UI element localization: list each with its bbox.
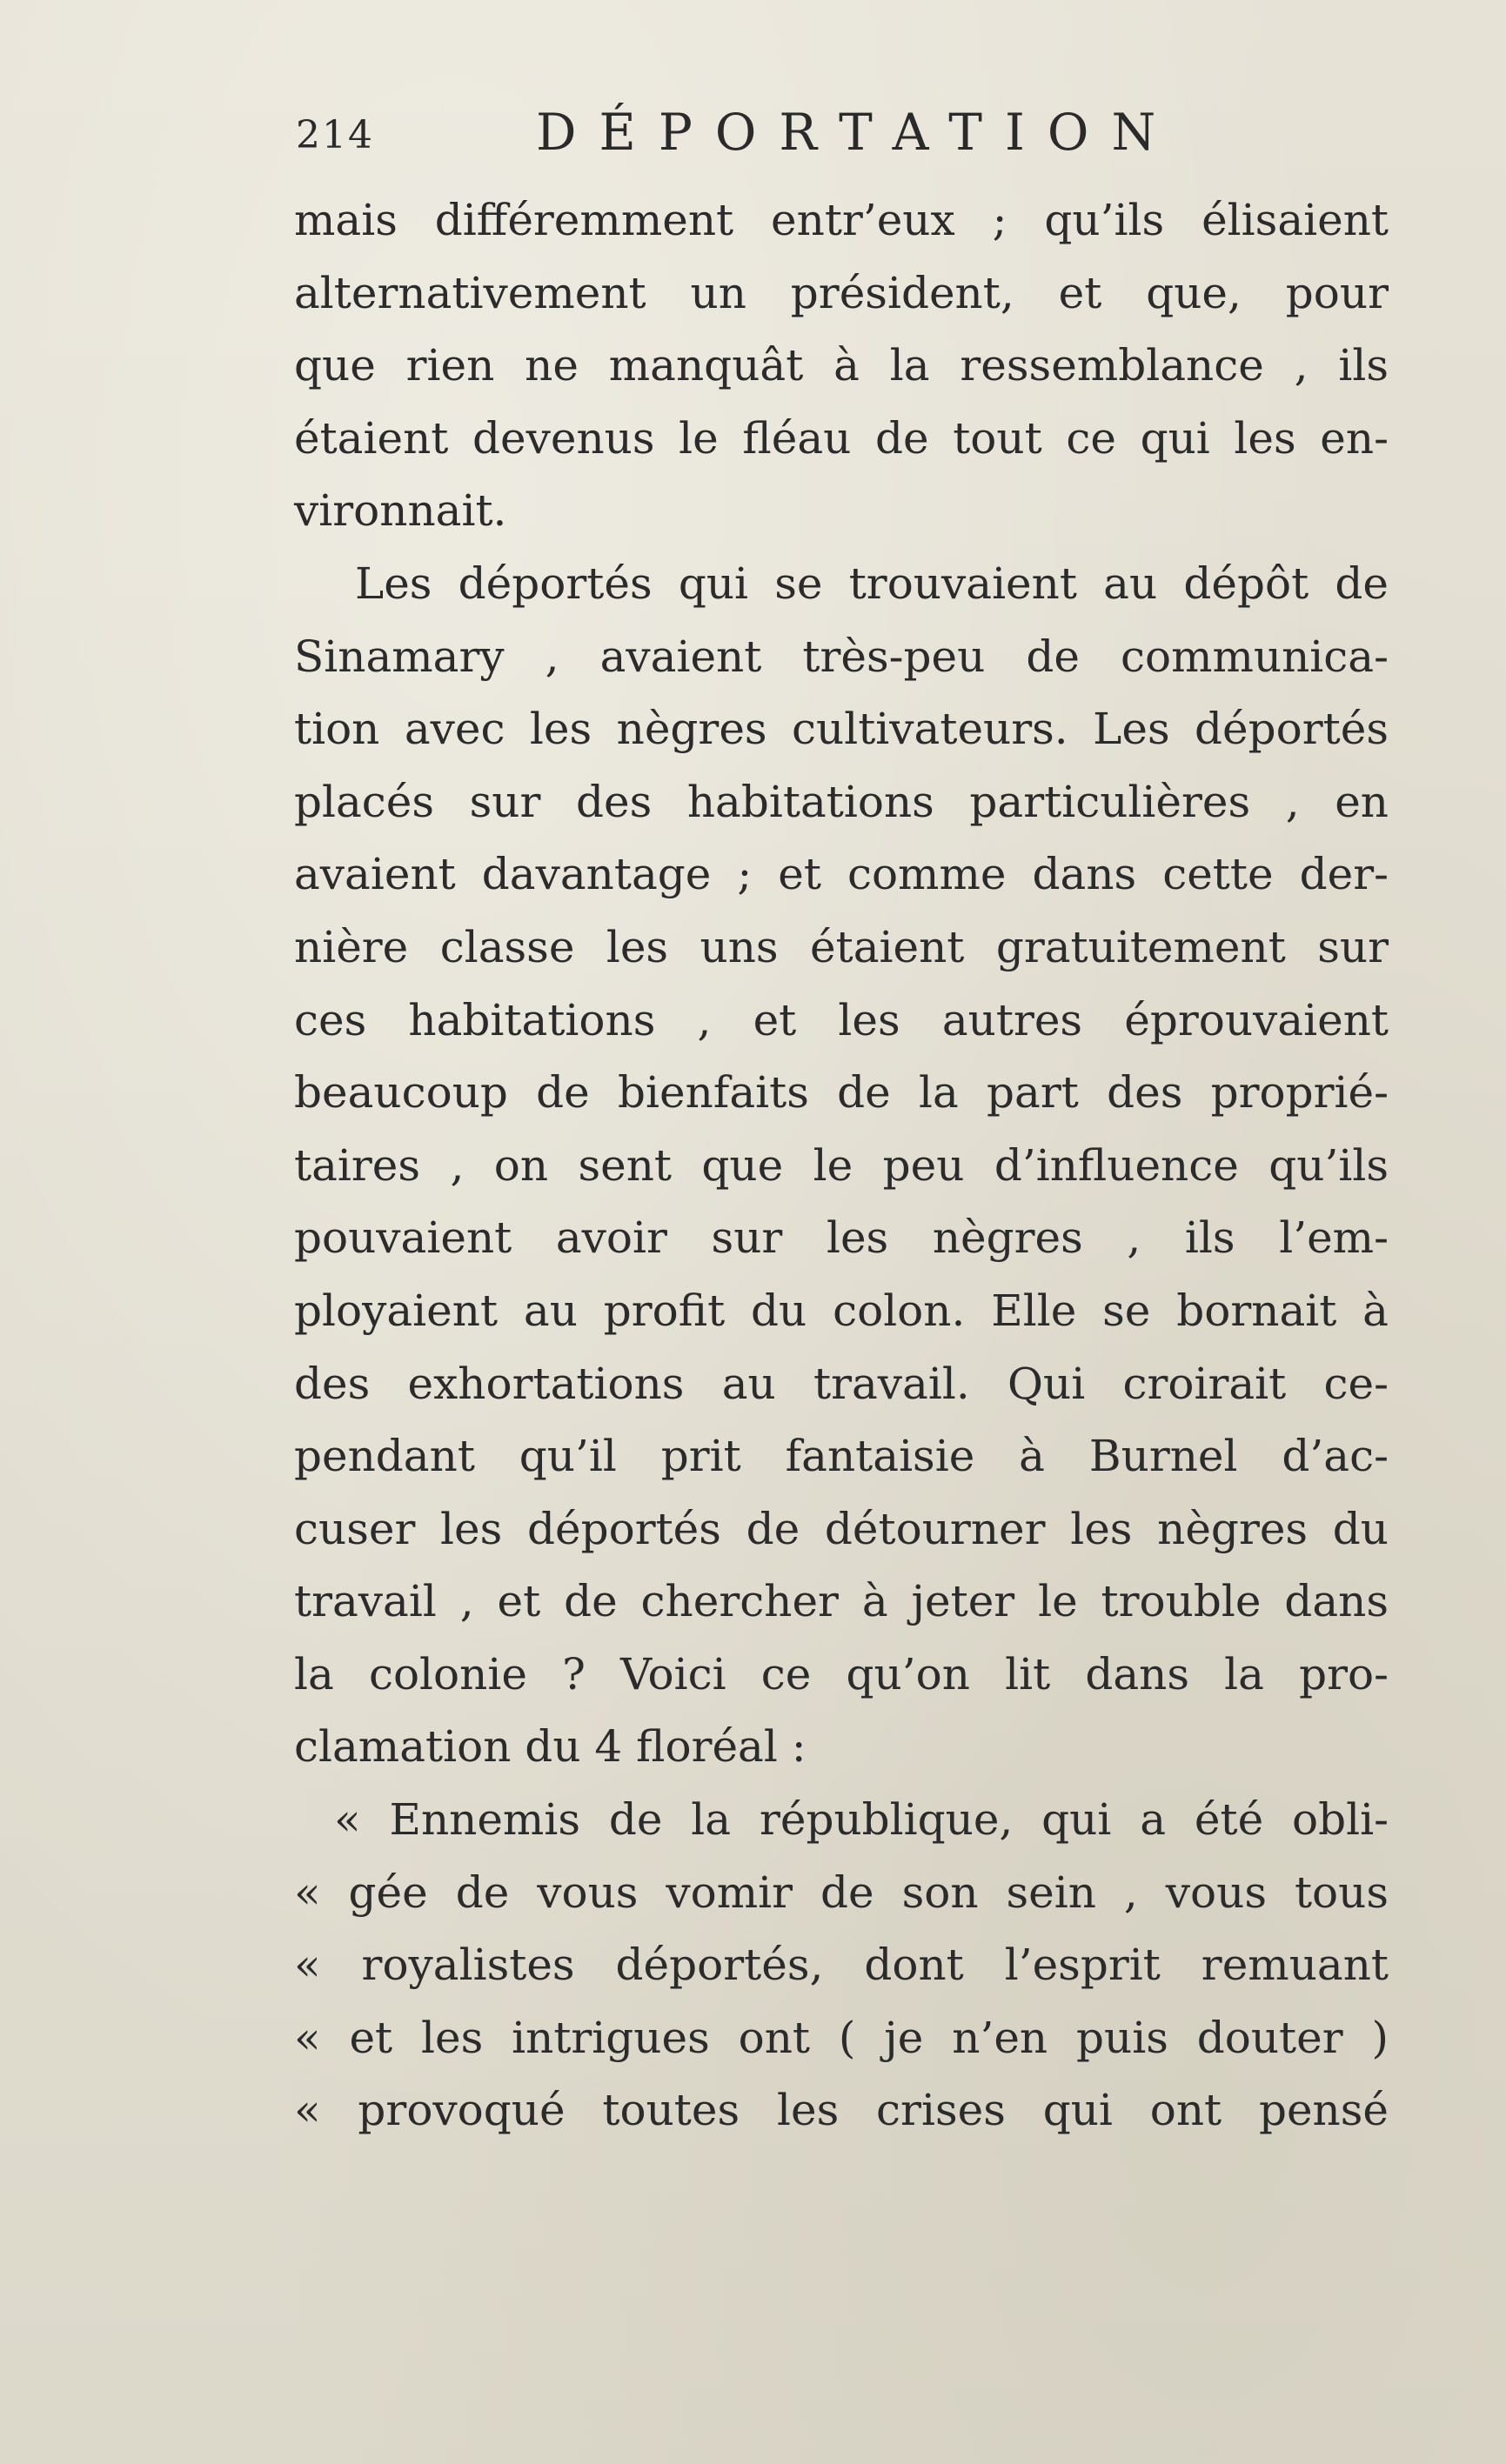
text-line: vironnait. — [294, 485, 507, 537]
page-header — [296, 103, 1383, 172]
text-line: pouvaient avoir sur les nègres , ils l’em- — [294, 1212, 1389, 1264]
quote-line: « Ennemis de la république, qui a été obli- — [334, 1794, 1389, 1846]
paragraph-first-line: Les déportés qui se trouvaient au dépôt de — [355, 558, 1389, 609]
quote-line: « et les intrigues ont ( je n’en puis douter ) — [294, 2012, 1389, 2063]
text-line: étaient devenus le fléau de tout ce qui les en- — [294, 412, 1389, 464]
quote-line: « royalistes déportés, dont l’esprit remuant — [294, 1940, 1389, 1991]
quote-line: « gée de vous vomir de son sein , vous tous — [294, 1866, 1389, 1918]
text-line: ployaient au profit du colon. Elle se bornait à — [294, 1285, 1389, 1336]
text-line: Sinamary , avaient très-peu de communica- — [294, 631, 1389, 682]
text-line: avaient davantage ; et comme dans cette der- — [294, 849, 1389, 900]
text-line: travail , et de chercher à jeter le trouble dans — [294, 1576, 1389, 1627]
text-line: clamation du 4 floréal : — [294, 1721, 807, 1773]
text-line: cuser les déportés de détourner les nègres du — [294, 1503, 1389, 1554]
text-line: mais différemment entr’eux ; qu’ils élisaient — [294, 195, 1389, 245]
text-line: taires , on sent que le peu d’influence qu’ils — [294, 1139, 1389, 1191]
quote-line: « provoqué toutes les crises qui ont pensé — [294, 2085, 1389, 2136]
text-line: placés sur des habitations particulières , en — [294, 776, 1389, 827]
body-text — [294, 184, 1389, 2147]
text-line: ces habitations , et les autres éprouvaient — [294, 994, 1389, 1045]
text-line: des exhortations au travail. Qui croirait ce- — [294, 1358, 1389, 1409]
text-line: la colonie ? Voici ce qu’on lit dans la pro- — [294, 1648, 1389, 1699]
text-line: que rien ne manquât à la ressemblance , ils — [294, 340, 1389, 391]
text-line: beaucoup de bienfaits de la part des proprié- — [294, 1067, 1389, 1118]
text-line: pendant qu’il prit fantaisie à Burnel d’ac- — [294, 1431, 1389, 1482]
text-line: nière classe les uns étaient gratuitement sur — [294, 921, 1389, 972]
page-number: 214 — [296, 113, 374, 157]
text-line: alternativement un président, et que, pour — [294, 267, 1389, 318]
running-title: DÉPORTATION — [536, 103, 1179, 162]
text-line: tion avec les nègres cultivateurs. Les déportés — [294, 704, 1389, 755]
